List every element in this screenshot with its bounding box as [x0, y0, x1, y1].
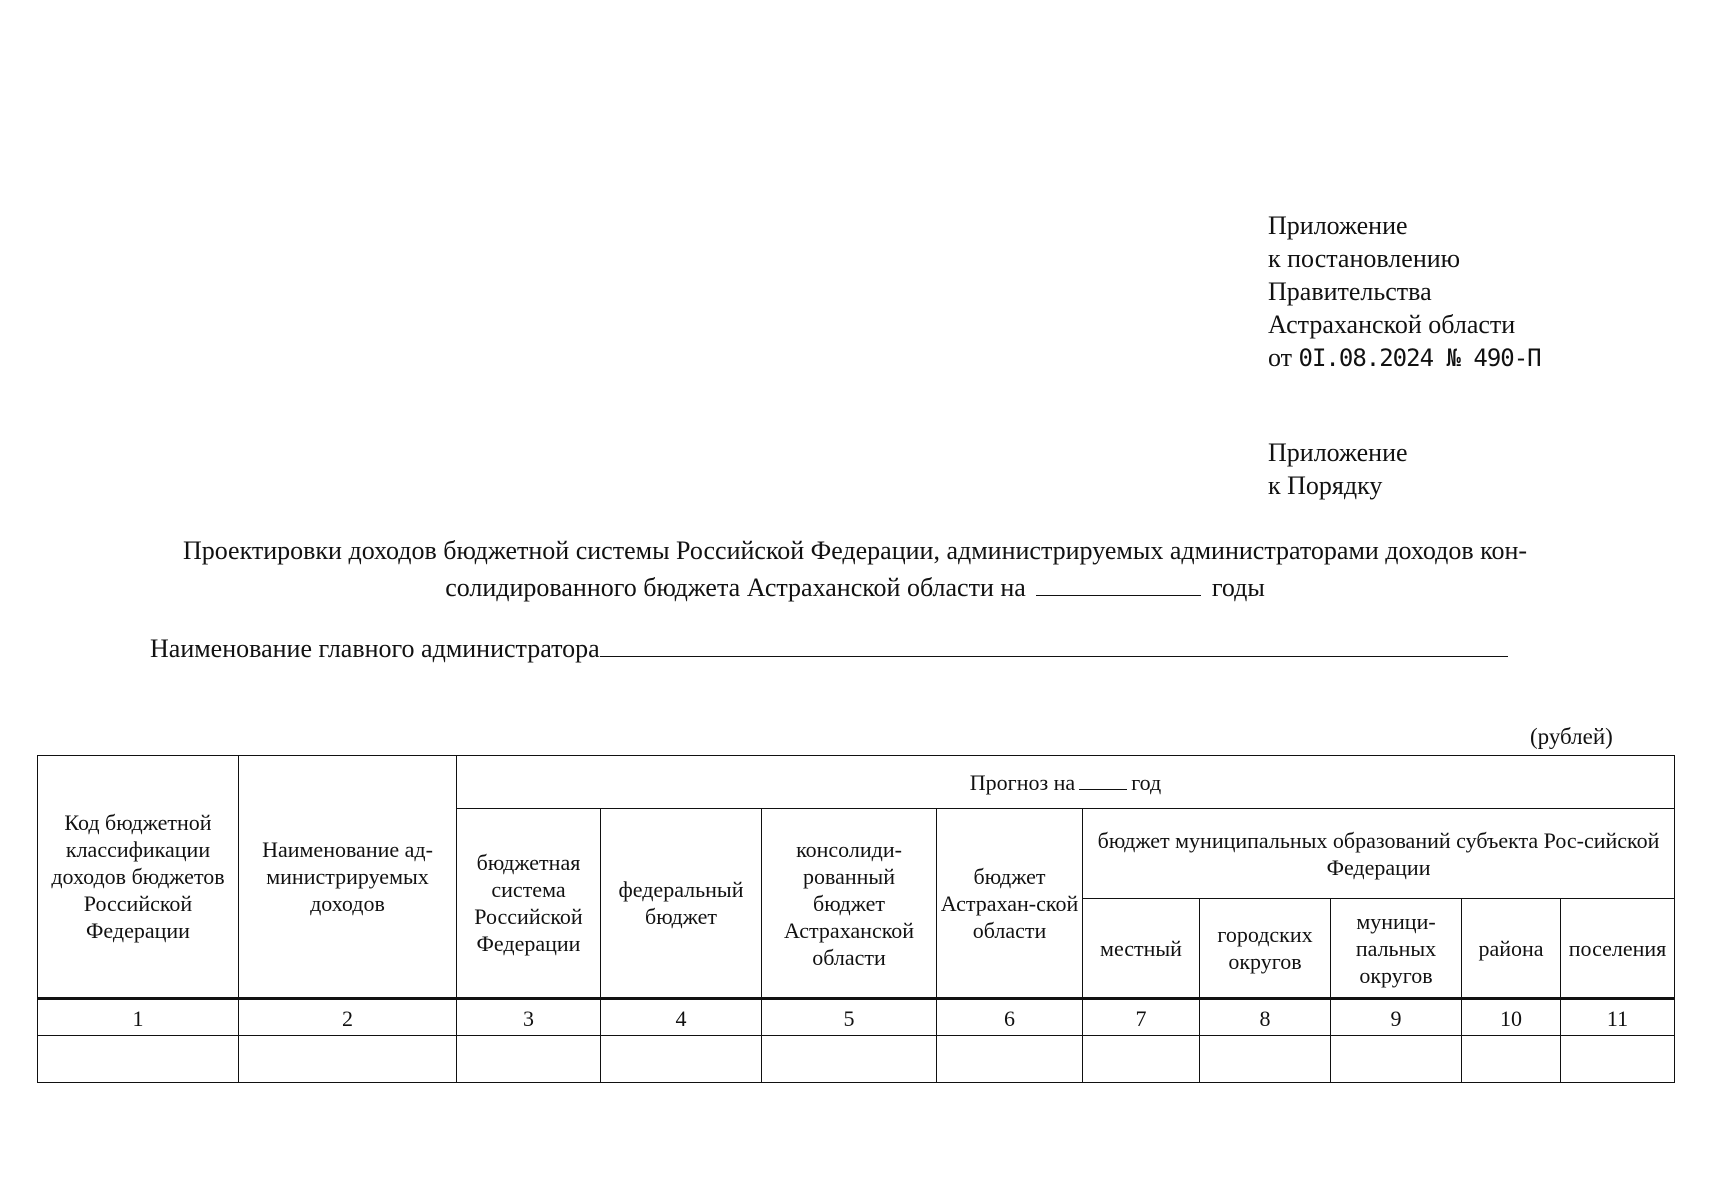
- title-line-2: [90, 569, 1620, 606]
- forecast-label: Прогноз на: [969, 769, 1076, 795]
- header-district: района: [1462, 899, 1561, 999]
- column-number: 10: [1462, 999, 1561, 1036]
- header-forecast: [457, 756, 1675, 809]
- units-label: (рублей): [1530, 724, 1613, 749]
- empty-cell[interactable]: [457, 1036, 601, 1083]
- empty-cell[interactable]: [1083, 1036, 1200, 1083]
- column-number: 6: [937, 999, 1083, 1036]
- column-number: 2: [239, 999, 457, 1036]
- header-budget-system: бюджетная система Российской Федерации: [457, 809, 601, 999]
- empty-cell[interactable]: [239, 1036, 457, 1083]
- column-number: 1: [38, 999, 239, 1036]
- column-number: 8: [1200, 999, 1331, 1036]
- column-number: 5: [762, 999, 937, 1036]
- header-budget-code: Код бюджетной классификации доходов бюджетов Российской Федерации: [38, 756, 239, 999]
- annex-date-prefix: от: [1268, 343, 1293, 372]
- procedure-annex-block: [1268, 436, 1668, 502]
- column-number: 11: [1561, 999, 1675, 1036]
- empty-cell[interactable]: [1561, 1036, 1675, 1083]
- annex-date-number: 0I.08.2024 № 490-П: [1298, 344, 1541, 372]
- header-settlement: поселения: [1561, 899, 1675, 999]
- annex-date-line: [1268, 341, 1668, 375]
- annex-to-resolution: к постановлению: [1268, 244, 1461, 273]
- procedure-annex-heading: Приложение: [1268, 438, 1408, 467]
- empty-cell[interactable]: [762, 1036, 937, 1083]
- annex-heading: Приложение: [1268, 211, 1408, 240]
- empty-cell[interactable]: [1462, 1036, 1561, 1083]
- empty-cell[interactable]: [1200, 1036, 1331, 1083]
- empty-data-row: [38, 1036, 1675, 1083]
- column-number: 3: [457, 999, 601, 1036]
- column-number-row: [38, 999, 1675, 1036]
- resolution-annex-block: [1268, 209, 1668, 375]
- chief-administrator-row: [150, 630, 1508, 664]
- forecast-year-blank[interactable]: [1079, 771, 1127, 790]
- annex-region: Астраханской области: [1268, 310, 1516, 339]
- column-number: 4: [601, 999, 762, 1036]
- years-blank-field[interactable]: [1036, 573, 1201, 596]
- header-municipal-districts: муници-пальных округов: [1331, 899, 1462, 999]
- title-line-1: Проектировки доходов бюджетной системы Российской Федерации, администрируемых администраторами доходов кон-: [182, 536, 1528, 565]
- chief-administrator-label: Наименование главного администратора: [150, 634, 600, 663]
- forecast-year-suffix: год: [1131, 769, 1162, 795]
- header-consolidated-budget: консолиди-рованный бюджет Астраханской области: [762, 809, 937, 999]
- header-revenue-name: Наименование ад-министрируемых доходов: [239, 756, 457, 999]
- document-title: [90, 532, 1620, 606]
- title-line-2-end: годы: [1211, 573, 1265, 602]
- header-federal-budget: федеральный бюджет: [601, 809, 762, 999]
- empty-cell[interactable]: [601, 1036, 762, 1083]
- column-number: 7: [1083, 999, 1200, 1036]
- header-regional-budget: бюджет Астрахан-ской области: [937, 809, 1083, 999]
- column-number: 9: [1331, 999, 1462, 1036]
- chief-administrator-field[interactable]: [600, 630, 1508, 657]
- procedure-annex-ref: к Порядку: [1268, 471, 1383, 500]
- empty-cell[interactable]: [937, 1036, 1083, 1083]
- empty-cell[interactable]: [38, 1036, 239, 1083]
- header-municipal-budgets: бюджет муниципальных образований субъекта Рос-сийской Федерации: [1083, 809, 1675, 899]
- empty-cell[interactable]: [1331, 1036, 1462, 1083]
- header-urban-districts: городских округов: [1200, 899, 1331, 999]
- revenue-projection-table: [37, 755, 1675, 1083]
- annex-government: Правительства: [1268, 277, 1432, 306]
- title-line-2-start: солидированного бюджета Астраханской области на: [445, 573, 1026, 602]
- header-local: местный: [1083, 899, 1200, 999]
